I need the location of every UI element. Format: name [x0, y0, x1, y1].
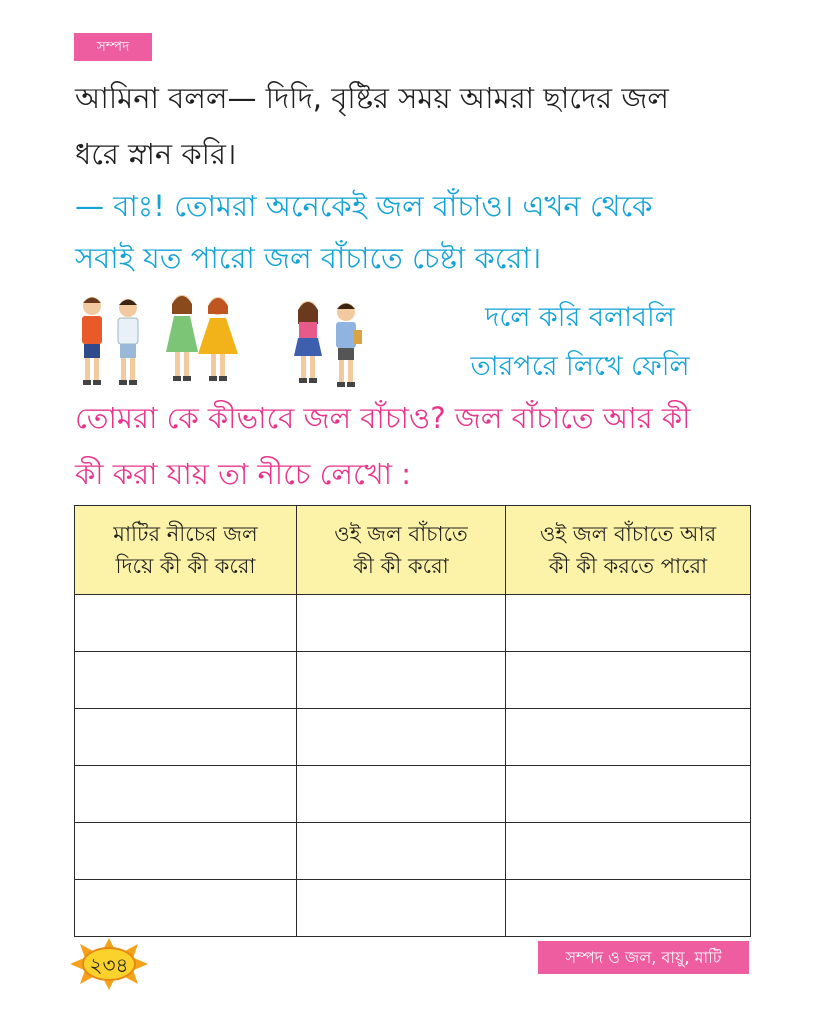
water-activity-table — [74, 505, 751, 937]
page-number: ২৩৪ — [89, 953, 129, 977]
section-tag: সম্পদ — [74, 33, 152, 61]
answer-cell[interactable] — [75, 709, 297, 766]
table-row — [75, 709, 751, 766]
header-text: দিয়ে কী কী করো — [115, 554, 256, 578]
header-text: কী কী করো — [353, 554, 449, 578]
dialogue-line-2: ধরে স্নান করি। — [75, 137, 237, 171]
header-text: ওই জল বাঁচাতে — [334, 522, 468, 546]
child-figure — [198, 297, 238, 381]
table-row — [75, 595, 751, 652]
child-figure — [118, 299, 138, 385]
child-figure — [294, 301, 322, 383]
answer-cell[interactable] — [297, 595, 506, 652]
table-row — [75, 880, 751, 937]
table-header-row — [75, 506, 751, 595]
answer-cell[interactable] — [75, 595, 297, 652]
answer-cell[interactable] — [297, 709, 506, 766]
answer-cell[interactable] — [75, 823, 297, 880]
question-line-1: তোমরা কে কীভাবে জল বাঁচাও? জল বাঁচাতে আর কী — [75, 401, 691, 435]
dialogue-line-1: আমিনা বলল— দিদি, বৃষ্টির সময় আমরা ছাদের জল — [75, 81, 669, 115]
child-figure — [166, 295, 198, 381]
header-text: মাটির নীচের জল — [113, 522, 258, 546]
child-figure — [336, 303, 362, 387]
header-text: ওই জল বাঁচাতে আর — [539, 522, 717, 546]
chapter-tag: সম্পদ ও জল, বায়ু, মাটি — [538, 941, 749, 974]
answer-cell[interactable] — [75, 880, 297, 937]
children-illustration — [76, 288, 376, 392]
header-text: কী কী করতে পারো — [548, 554, 708, 578]
answer-cell[interactable] — [75, 766, 297, 823]
answer-cell[interactable] — [297, 823, 506, 880]
dialogue-line-3: — বাঃ! তোমরা অনেকেই জল বাঁচাও। এখন থেকে — [75, 189, 653, 223]
answer-cell[interactable] — [297, 880, 506, 937]
answer-cell[interactable] — [506, 595, 751, 652]
poem-line-2: তারপরে লিখে ফেলি — [470, 351, 690, 382]
table-row — [75, 652, 751, 709]
table-row — [75, 766, 751, 823]
answer-cell[interactable] — [506, 709, 751, 766]
answer-cell[interactable] — [506, 823, 751, 880]
child-figure — [82, 297, 102, 385]
question-line-2: কী করা যায় তা নীচে লেখো : — [75, 457, 412, 491]
table-header-cell — [75, 506, 297, 595]
answer-cell[interactable] — [297, 652, 506, 709]
table-header-cell — [506, 506, 751, 595]
poem-line-1: দলে করি বলাবলি — [485, 302, 675, 333]
answer-cell[interactable] — [506, 652, 751, 709]
answer-cell[interactable] — [506, 766, 751, 823]
answer-cell[interactable] — [506, 880, 751, 937]
answer-cell[interactable] — [297, 766, 506, 823]
table-header-cell — [297, 506, 506, 595]
dialogue-line-4: সবাই যত পারো জল বাঁচাতে চেষ্টা করো। — [75, 241, 542, 275]
answer-cell[interactable] — [75, 652, 297, 709]
table-row — [75, 823, 751, 880]
